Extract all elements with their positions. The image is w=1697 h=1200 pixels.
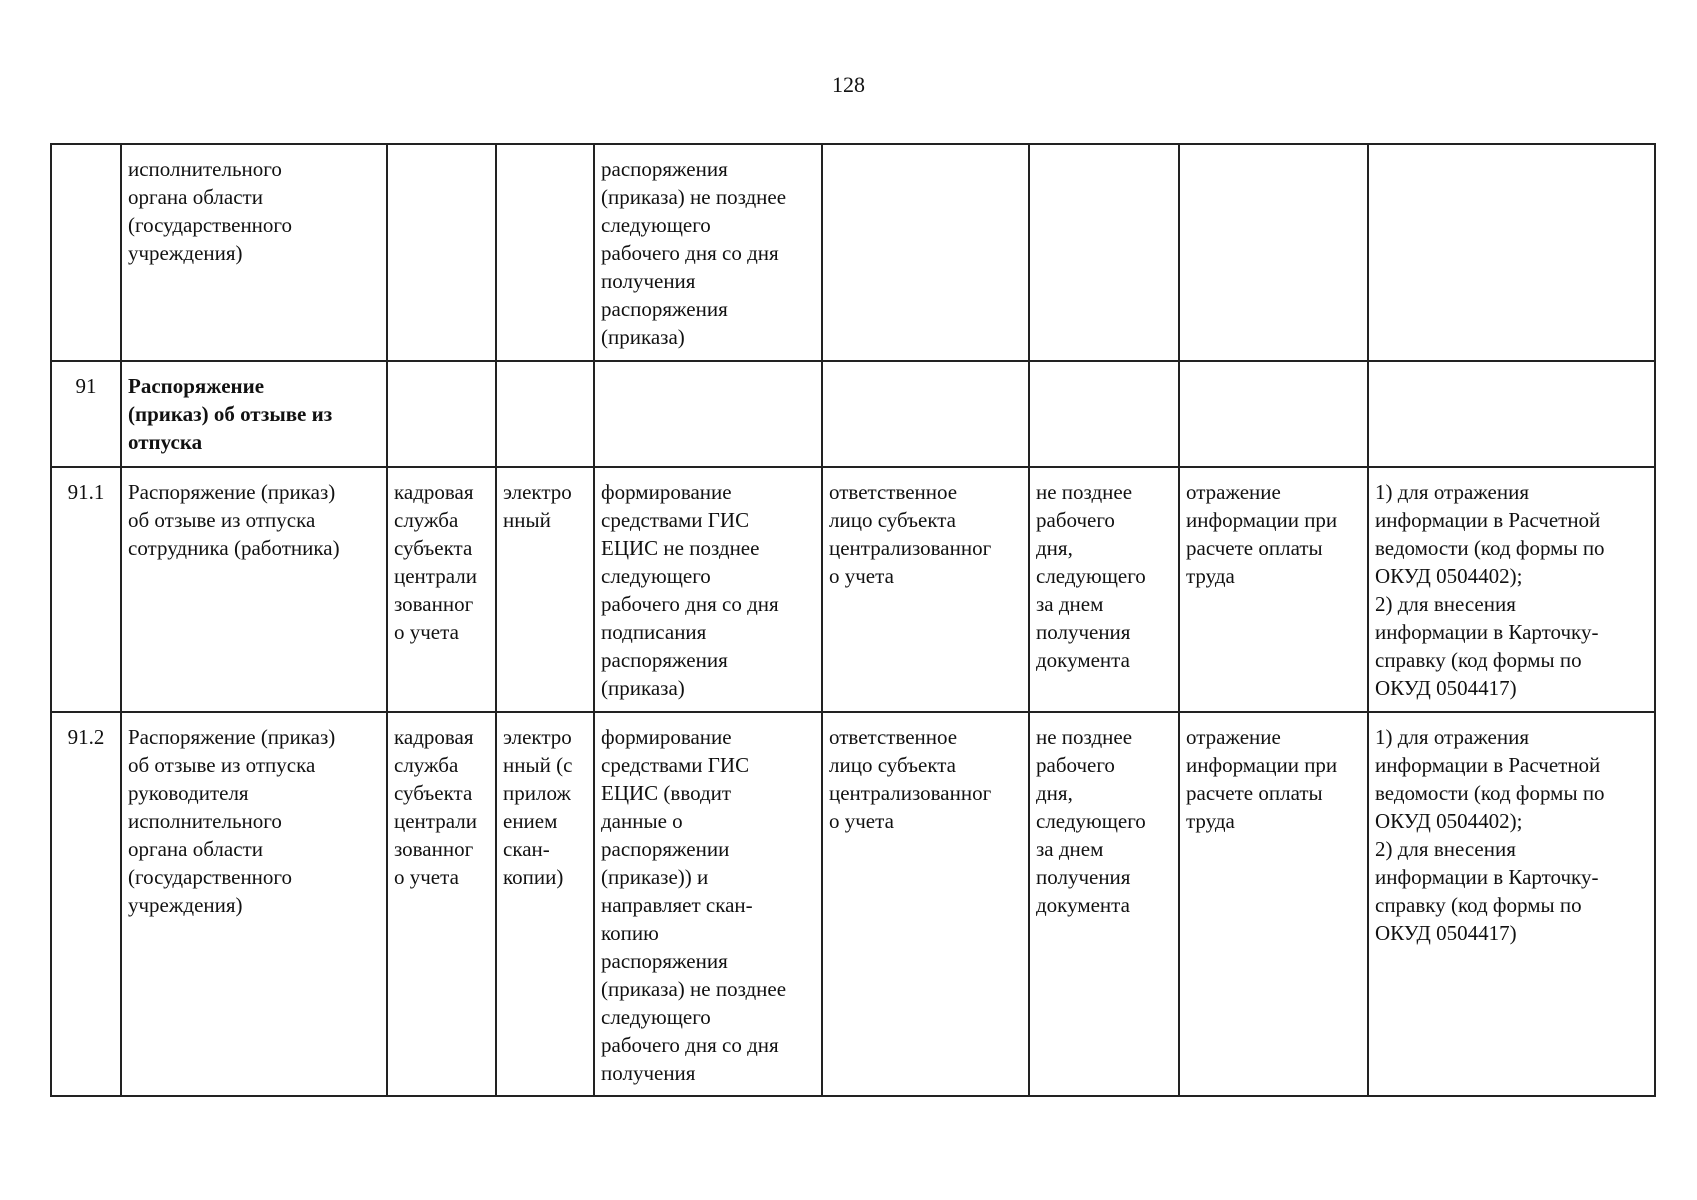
row-number-cell: 91.2 xyxy=(51,712,121,1096)
deadline-receive-cell: не позднее рабочего дня, следующего за днем получения документа xyxy=(1029,467,1179,712)
form-cell xyxy=(496,144,594,361)
deadline-create-cell xyxy=(594,361,822,467)
form-cell: электро нный (с прилож ением скан- копии) xyxy=(496,712,594,1096)
row-number-cell: 91 xyxy=(51,361,121,467)
table-row-91-1 xyxy=(51,467,1655,712)
table-row-91 xyxy=(51,361,1655,467)
table-row-continuation xyxy=(51,144,1655,361)
registers-cell: 1) для отражения информации в Расчетной ведомости (код формы по ОКУД 0504402); 2) для внесения информации в Карточку- справку (код формы по ОКУД 0504417) xyxy=(1368,467,1655,712)
purpose-cell xyxy=(1179,361,1368,467)
section-title-cell: Распоряжение (приказ) об отзыве из отпуска xyxy=(121,361,387,467)
deadline-receive-cell xyxy=(1029,144,1179,361)
document-name-cell: Распоряжение (приказ) об отзыве из отпуска сотрудника (работника) xyxy=(121,467,387,712)
document-name-cell: исполнительного органа области (государственного учреждения) xyxy=(121,144,387,361)
deadline-create-cell: распоряжения (приказа) не позднее следующего рабочего дня со дня получения распоряжения (приказа) xyxy=(594,144,822,361)
deadline-receive-cell: не позднее рабочего дня, следующего за днем получения документа xyxy=(1029,712,1179,1096)
page-number: 128 xyxy=(832,72,865,97)
recipient-cell: ответственное лицо субъекта централизованног о учета xyxy=(822,712,1029,1096)
responsible-cell: кадровая служба субъекта централи зованног о учета xyxy=(387,467,496,712)
row-number-cell: 91.1 xyxy=(51,467,121,712)
document-name-cell: Распоряжение (приказ) об отзыве из отпуска руководителя исполнительного органа области (государственного учреждения) xyxy=(121,712,387,1096)
purpose-cell: отражение информации при расчете оплаты труда xyxy=(1179,712,1368,1096)
registers-cell xyxy=(1368,361,1655,467)
responsible-cell xyxy=(387,361,496,467)
registers-cell xyxy=(1368,144,1655,361)
recipient-cell xyxy=(822,144,1029,361)
purpose-cell: отражение информации при расчете оплаты труда xyxy=(1179,467,1368,712)
deadline-create-cell: формирование средствами ГИС ЕЦИС (вводит данные о распоряжении (приказе)) и направляет скан- копию распоряжения (приказа) не позднее следующего рабочего дня со дня получения xyxy=(594,712,822,1096)
deadline-receive-cell xyxy=(1029,361,1179,467)
responsible-cell xyxy=(387,144,496,361)
recipient-cell xyxy=(822,361,1029,467)
recipient-cell: ответственное лицо субъекта централизованног о учета xyxy=(822,467,1029,712)
responsible-cell: кадровая служба субъекта централи зованног о учета xyxy=(387,712,496,1096)
form-cell xyxy=(496,361,594,467)
row-number-cell xyxy=(51,144,121,361)
document-table xyxy=(50,143,1656,1097)
purpose-cell xyxy=(1179,144,1368,361)
deadline-create-cell: формирование средствами ГИС ЕЦИС не позднее следующего рабочего дня со дня подписания распоряжения (приказа) xyxy=(594,467,822,712)
registers-cell: 1) для отражения информации в Расчетной ведомости (код формы по ОКУД 0504402); 2) для внесения информации в Карточку- справку (код формы по ОКУД 0504417) xyxy=(1368,712,1655,1096)
table-row-91-2 xyxy=(51,712,1655,1096)
form-cell: электро нный xyxy=(496,467,594,712)
